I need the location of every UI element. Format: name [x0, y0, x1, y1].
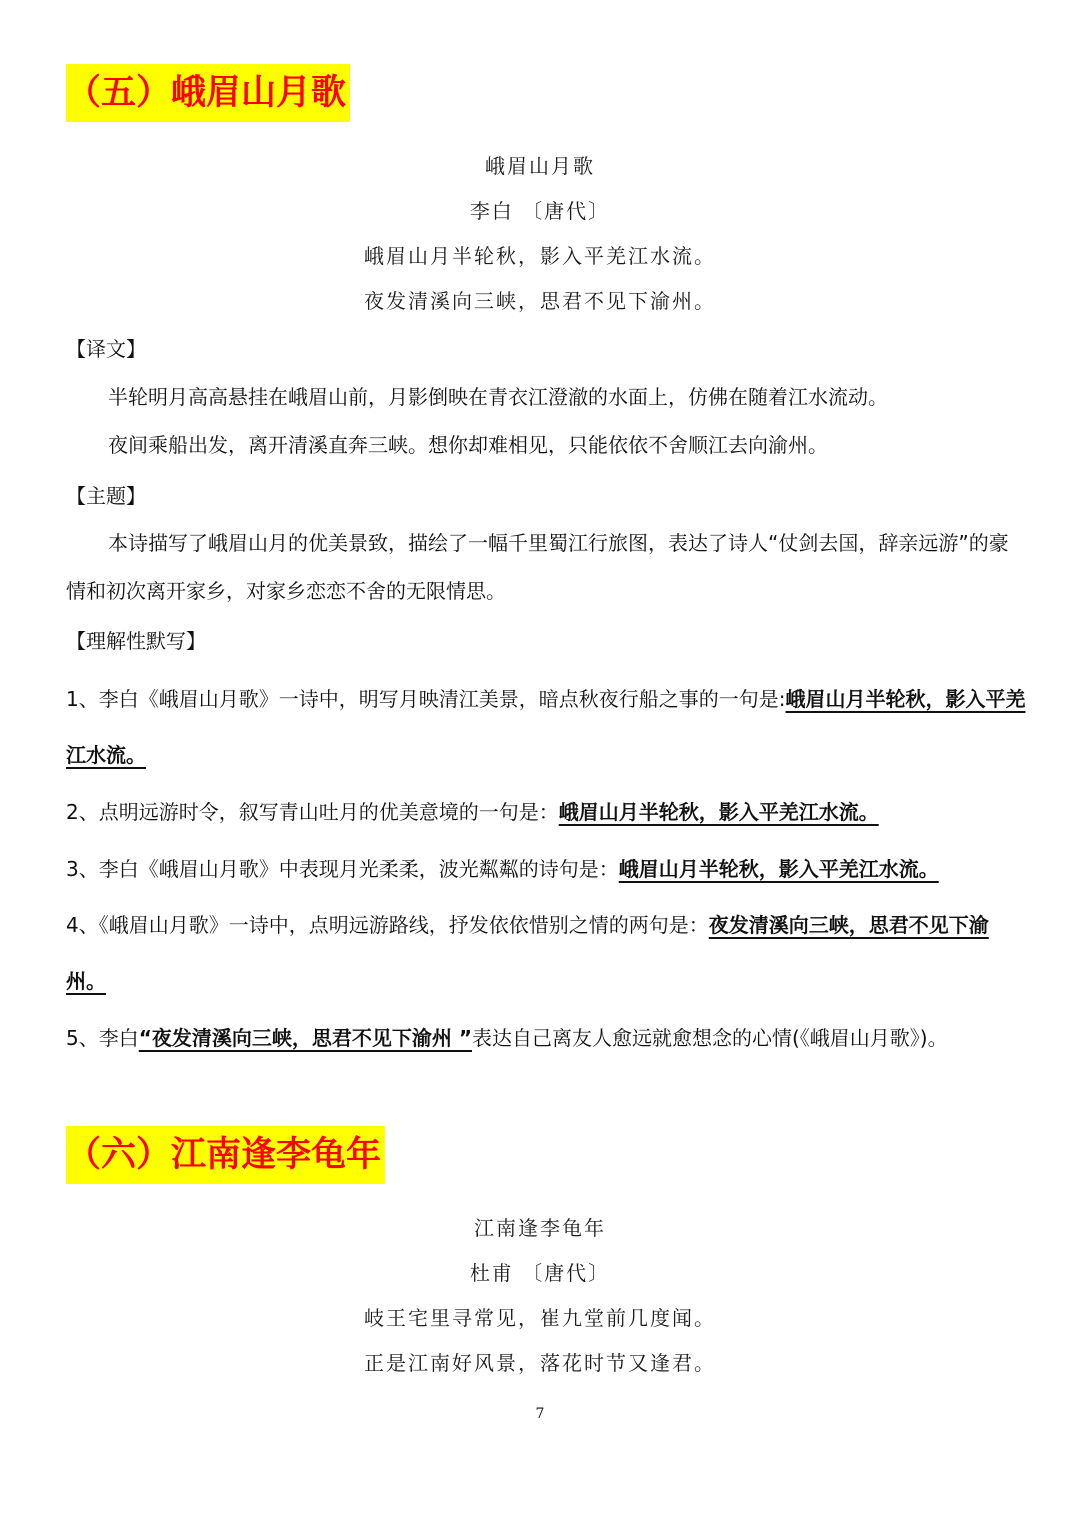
poem-line: 峨眉山月半轮秋，影入平羌江水流。 [364, 244, 716, 268]
poem-line: 正是江南好风景，落花时节又逢君。 [364, 1351, 716, 1375]
dictation-question [66, 1010, 1026, 1066]
question-text: 2、点明远游时令，叙写青山吐月的优美意境的一句是： [66, 800, 559, 824]
dictation-label: 【理解性默写】 [66, 629, 206, 653]
question-suffix: 表达自己离友人愈远就愈想念的心情(《峨眉山月歌》)。 [472, 1026, 948, 1050]
question-text: 1、李白《峨眉山月歌》一诗中，明写月映清江美景，暗点秋夜行船之事的一句是: [66, 687, 786, 711]
question-text: 4、《峨眉山月歌》一诗中，点明远游路线，抒发依依惜别之情的两句是： [66, 913, 709, 937]
poem-author: 李白 〔唐代〕 [469, 199, 611, 223]
section-heading-5: （五）峨眉山月歌 [66, 64, 350, 122]
poem-author: 杜甫 〔唐代〕 [469, 1261, 611, 1285]
question-answer: 峨眉山月半轮秋，影入平羌江水流。 [618, 857, 939, 881]
question-answer: “夜发清溪向三峡，思君不见下渝州 ” [138, 1026, 472, 1050]
dictation-question [66, 841, 1026, 897]
poem-block-5 [0, 144, 1080, 324]
translation-label: 【译文】 [66, 337, 146, 361]
question-answer: 峨眉山月半轮秋，影入平羌江水流。 [558, 800, 879, 824]
translation-paragraph: 半轮明月高高悬挂在峨眉山前，月影倒映在青衣江澄澈的水面上，仿佛在随着江水流动。 [108, 385, 888, 409]
question-text: 5、李白 [66, 1026, 139, 1050]
question-answer: 峨眉山月半轮秋，影入平羌江水流。 [66, 687, 1026, 767]
poem-line: 夜发清溪向三峡，思君不见下渝州。 [364, 289, 716, 313]
poem-line: 岐王宅里寻常见，崔九堂前几度闻。 [364, 1306, 716, 1330]
translation-paragraph: 夜间乘船出发，离开清溪直奔三峡。想你却难相见，只能依依不舍顺江去向渝州。 [108, 433, 828, 457]
poem-title: 江南逢李龟年 [474, 1216, 606, 1240]
dictation-question [66, 897, 1026, 1009]
dictation-question [66, 671, 1026, 783]
theme-paragraph: 本诗描写了峨眉山月的优美景致，描绘了一幅千里蜀江行旅图，表达了诗人“仗剑去国，辞亲远游”的豪情和初次离开家乡，对家乡恋恋不舍的无限情思。 [66, 531, 1009, 603]
question-text: 3、李白《峨眉山月歌》中表现月光柔柔，波光粼粼的诗句是： [66, 857, 619, 881]
page-number: 7 [535, 1406, 545, 1422]
question-answer: 夜发清溪向三峡，思君不见下渝州。 [66, 913, 989, 993]
poem-title: 峨眉山月歌 [485, 154, 595, 178]
theme-label: 【主题】 [66, 484, 146, 508]
section-heading-6: （六）江南逢李龟年 [66, 1126, 385, 1184]
poem-block-6 [0, 1206, 1080, 1386]
dictation-question [66, 784, 1026, 840]
